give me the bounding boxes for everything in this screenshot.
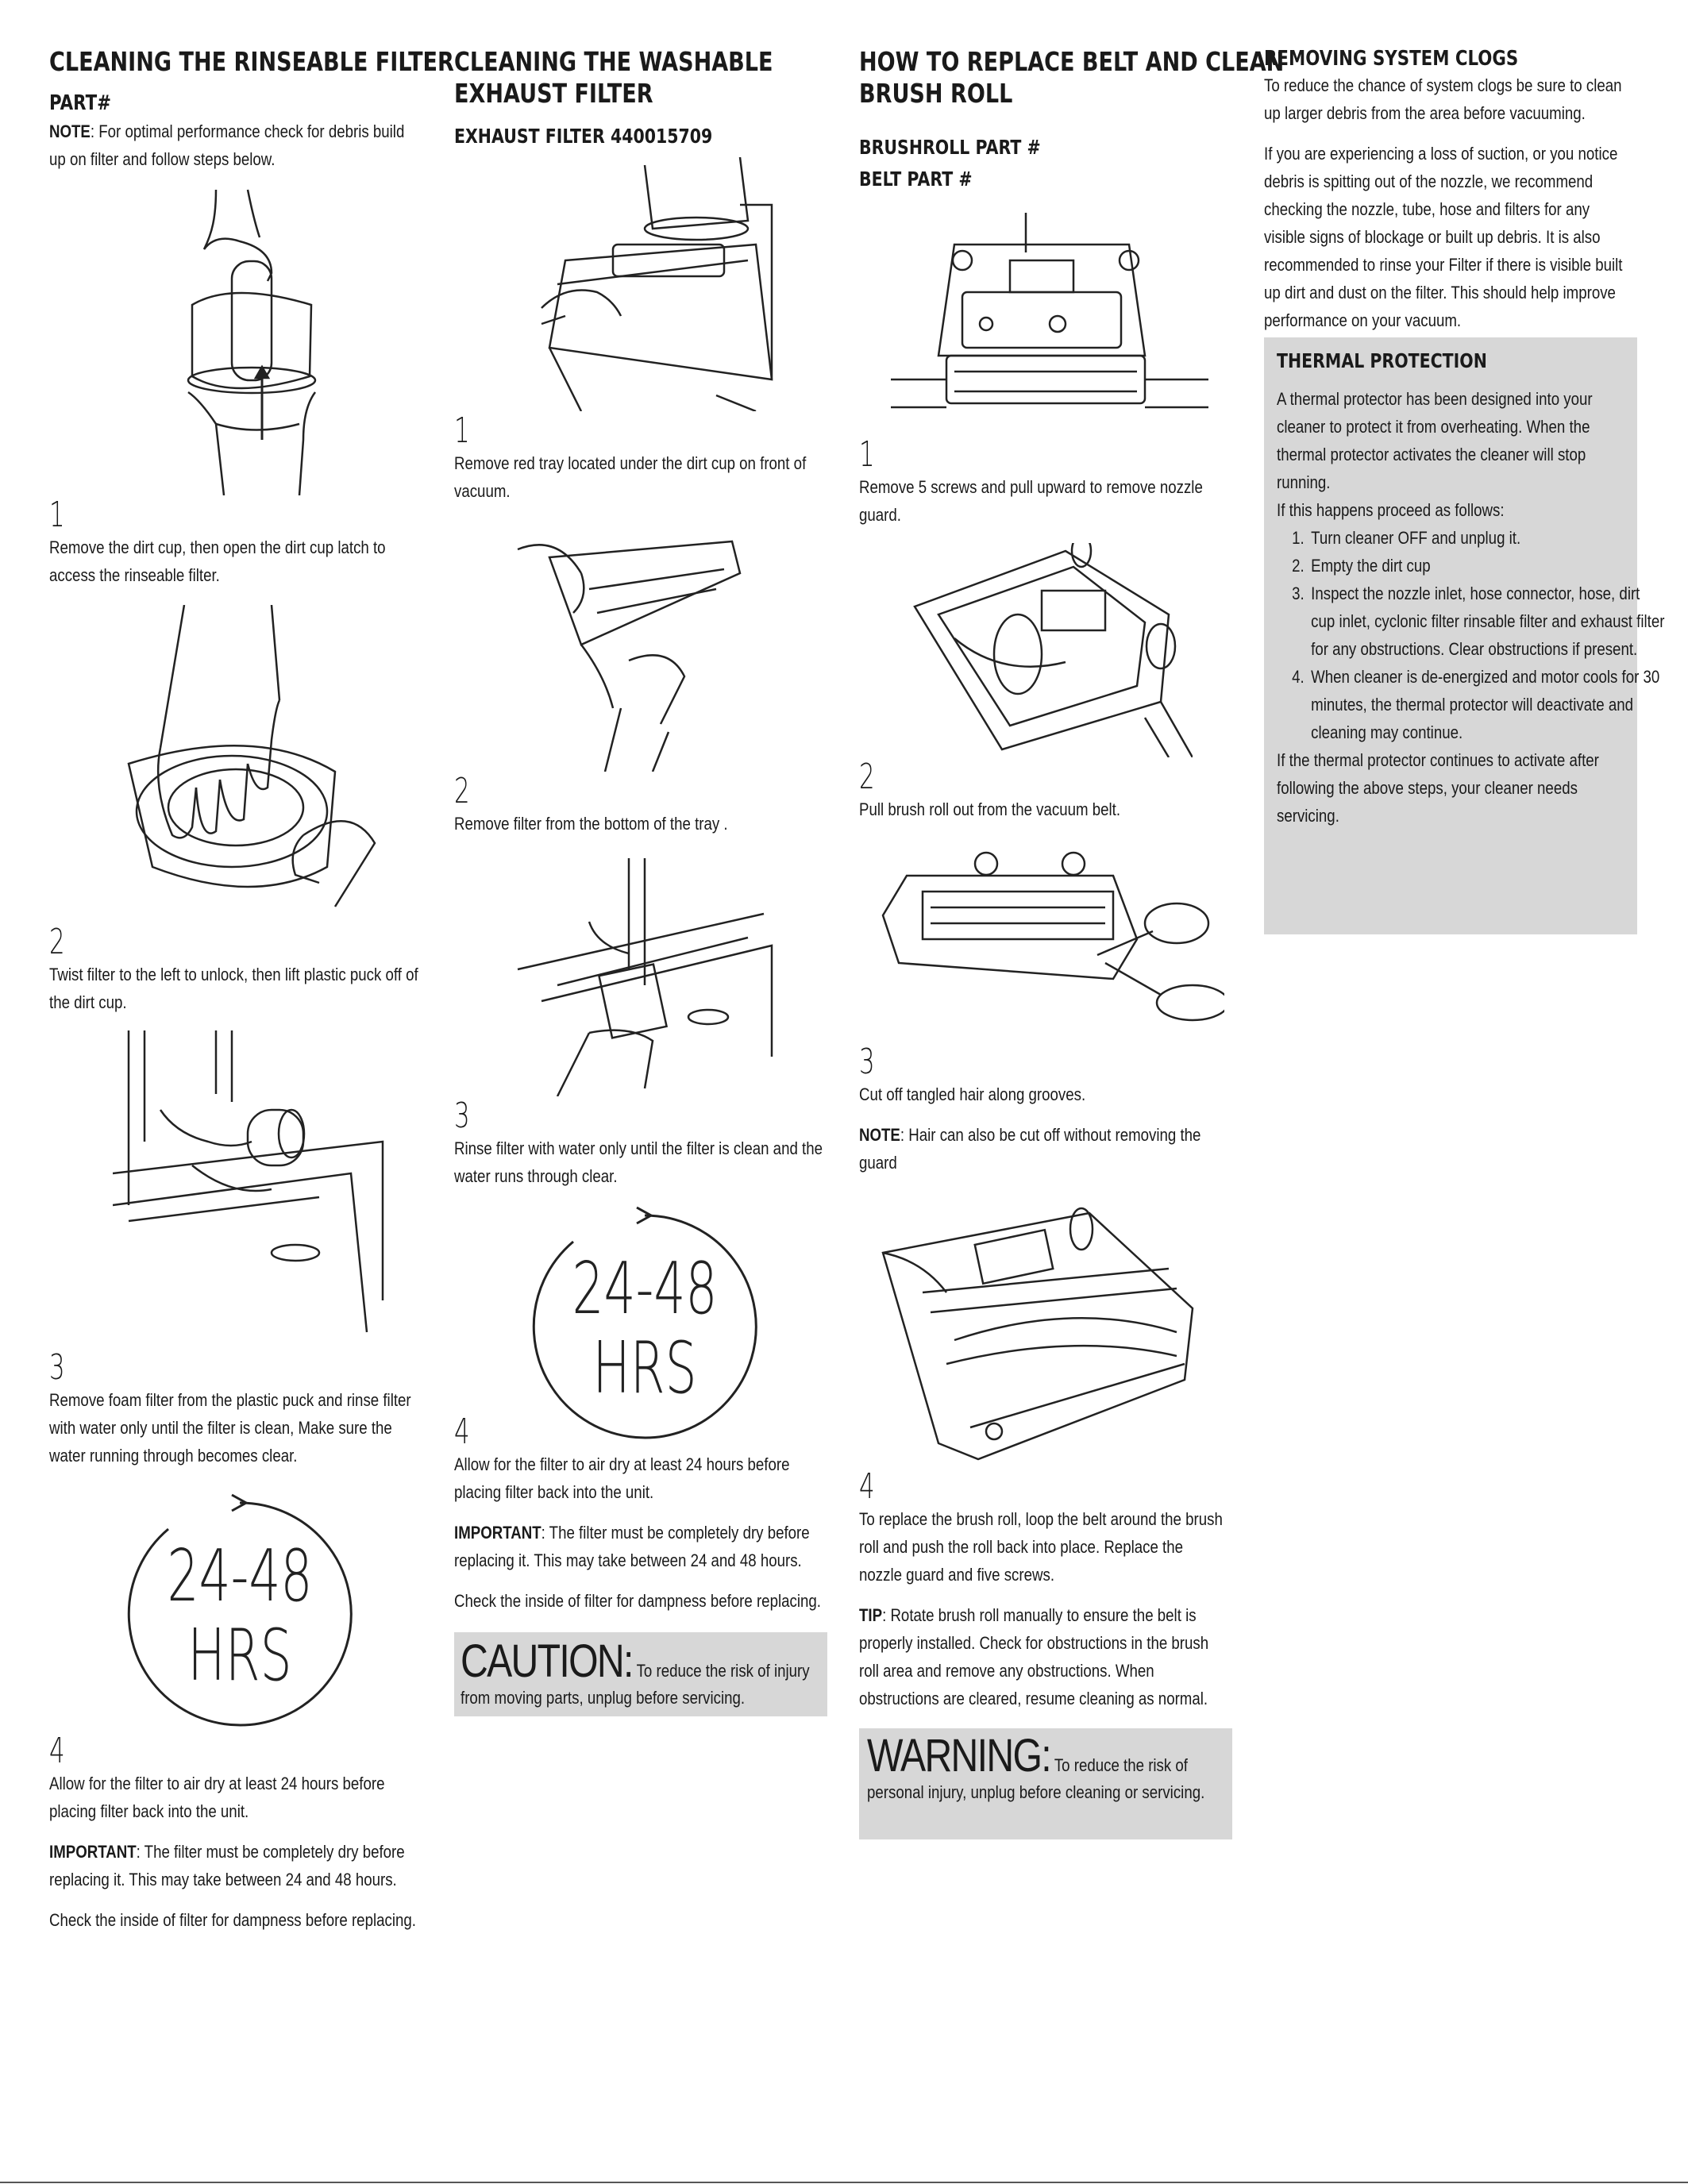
figure-red-tray [534,157,827,411]
important-paragraph: IMPORTANT: The filter must be completely dry before replacing it. This may take between 24 and 48 hours. [49,1842,405,1889]
section-title-exhaust-1: CLEANING THE WASHABLE [454,46,773,77]
check-paragraph: Check the inside of filter for dampness before replacing. [49,1910,416,1930]
section-title-belt-1: HOW TO REPLACE BELT AND CLEAN [859,46,1285,77]
thermal-title: THERMAL PROTECTION [1277,349,1487,372]
step-number: 2 [454,771,470,811]
step-text: Allow for the filter to air dry at least 24 hours before placing filter back into the unit. [49,1774,385,1821]
warning-box [859,1728,1232,1839]
step-text: Remove red tray located under the dirt cup on front of vacuum. [454,453,807,501]
step-number: 4 [859,1466,875,1507]
thermal-outro: If the thermal protector continues to activate after following the above steps, your cleaner needs servicing. [1277,750,1599,826]
warning-text: To reduce the risk of personal injury, unplug before cleaning or servicing. [867,1755,1205,1802]
page-bottom-rule [0,2182,1688,2183]
timer-hours-range: 24-48 [572,1247,718,1331]
column-system-clogs [1264,46,1665,934]
brushroll-part-number: BRUSHROLL PART # [859,136,1041,159]
step-text: Cut off tangled hair along grooves. [859,1084,1086,1104]
check-paragraph: Check the inside of filter for dampness before replacing. [454,1591,821,1611]
step-number: 2 [859,757,875,797]
important-paragraph: IMPORTANT: The filter must be completely dry before replacing it. This may take between 24 and 48 hours. [454,1523,810,1570]
section-title-exhaust-2: EXHAUST FILTER [454,78,653,109]
dry-timer-graphic [526,1206,827,1444]
step-text: Pull brush roll out from the vacuum belt. [859,799,1121,819]
step-number: 1 [49,495,65,535]
step-text: Remove filter from the bottom of the tray . [454,814,728,834]
thermal-intro: A thermal protector has been designed into your cleaner to protect it from overheating. When the thermal protector activates the cleaner will stop running. [1277,389,1593,492]
thermal-step: 3. Inspect the nozzle inlet, hose connector, hose, dirt cup inlet, cyclonic filter rinsable filter and exhaust filter for any obstructions. Clear obstructions if present. [1308,580,1667,663]
part-number-label: PART# [49,91,112,115]
step-number: 4 [49,1731,65,1771]
tip-paragraph: TIP: Rotate brush roll manually to ensure the belt is properly installed. Check for obstructions in the brush roll area and remove any obstructions. When obstructions are cleared, resume cleaning as normal. [859,1605,1209,1708]
step-number: 3 [454,1096,470,1136]
figure-replace-brush-roll [875,1205,1232,1467]
column-rinseable-filter [49,46,454,1934]
step-text: Remove the dirt cup, then open the dirt cup latch to access the rinseable filter. [49,537,386,585]
step-text: Remove 5 screws and pull upward to remove nozzle guard. [859,477,1203,525]
figure-twist-filter [97,605,422,923]
dry-timer-graphic [121,1493,422,1731]
note-paragraph: NOTE: For optimal performance check for debris build up on filter and follow steps below. [49,121,405,169]
step-text: Allow for the filter to air dry at least 24 hours before placing filter back into the unit. [454,1454,790,1502]
figure-cut-hair [875,844,1232,1042]
thermal-if: If this happens proceed as follows: [1277,500,1505,520]
clogs-paragraph: If you are experiencing a loss of suction, or you notice debris is spitting out of the nozzle, we recommend checking the nozzle, tube, hose and filters for any visible signs of blockage or built up debris. It is also recommended to rinse your Filter if there is visible built up dirt and dust on the filter. This should help improve performance on your vacuum. [1264,144,1623,330]
note-paragraph: NOTE: Hair can also be cut off without removing the guard [859,1125,1201,1173]
section-title-belt-2: BRUSH ROLL [859,78,1013,109]
step-number: 1 [454,410,470,451]
step-text: To replace the brush roll, loop the belt around the brush roll and push the roll back into place. Replace the nozzle guard and five screws. [859,1509,1223,1585]
step-number: 3 [859,1042,875,1082]
step-number: 2 [49,922,65,962]
figure-remove-filter-tray [510,526,827,772]
thermal-steps [1277,524,1667,746]
figure-rinse-filter [113,1030,422,1348]
timer-hours-unit: HRS [187,1614,292,1698]
section-title-rinseable: CLEANING THE RINSEABLE FILTER [49,46,454,77]
figure-dirt-cup-latch [168,186,422,495]
step-number: 4 [454,1412,470,1452]
step-text: Twist filter to the left to unlock, then lift plastic puck off of the dirt cup. [49,965,418,1012]
exhaust-part-number: EXHAUST FILTER 440015709 [454,125,713,148]
caution-text: To reduce the risk of injury from moving parts, unplug before servicing. [461,1661,810,1708]
warning-label: WARNING: [867,1730,1050,1781]
step-text: Rinse filter with water only until the filter is clean and the water runs through clear. [454,1138,823,1186]
clogs-intro: To reduce the chance of system clogs be sure to clean up larger debris from the area before vacuuming. [1264,75,1622,123]
step-number: 3 [49,1347,65,1388]
thermal-step: 2. Empty the dirt cup [1308,552,1667,580]
column-belt-brush-roll [859,46,1285,1839]
timer-hours-unit: HRS [592,1327,697,1411]
column-exhaust-filter [454,46,827,1716]
thermal-step: 4. When cleaner is de-energized and motor cools for 30 minutes, the thermal protector will deactivate and cleaning may continue. [1308,663,1667,746]
step-number: 1 [859,434,875,475]
figure-nozzle-guard-screws [891,213,1232,435]
thermal-step: 1. Turn cleaner OFF and unplug it. [1308,524,1667,552]
thermal-protection-box [1264,337,1665,934]
section-title-clogs: REMOVING SYSTEM CLOGS [1264,47,1519,71]
caution-label: CAUTION: [461,1635,633,1687]
belt-part-number: BELT PART # [859,168,973,191]
timer-hours-range: 24-48 [167,1535,313,1619]
figure-rinse-exhaust [510,858,827,1096]
step-text: Remove foam filter from the plastic puck and rinse filter with water only until the filter is clean, Make sure the water running through becomes clear. [49,1390,411,1466]
caution-box [454,1632,827,1716]
figure-pull-brush-roll [907,543,1232,757]
